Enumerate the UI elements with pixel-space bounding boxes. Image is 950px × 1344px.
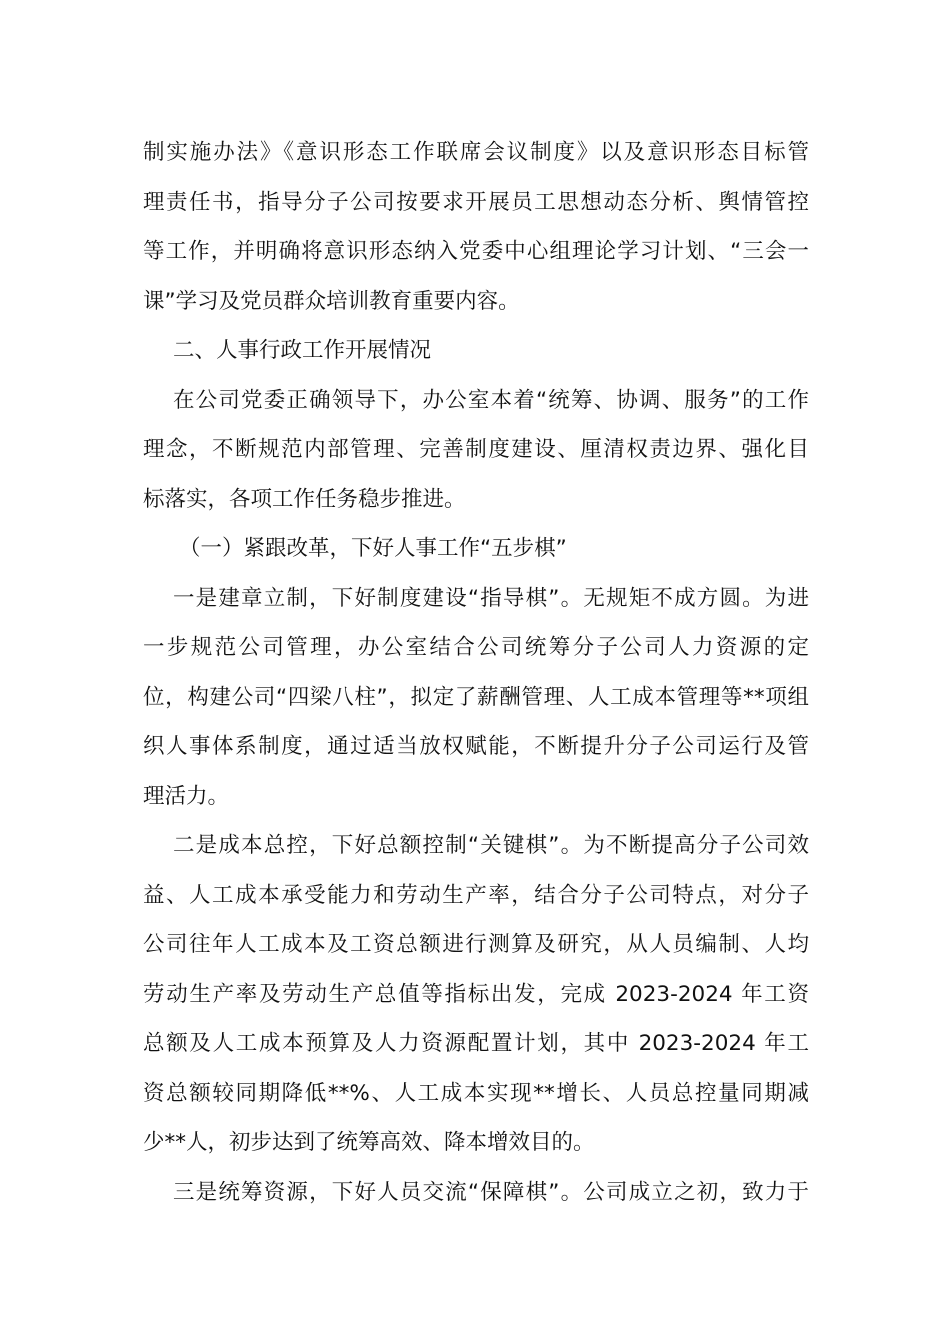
text-line-2: 理责任书，指导分子公司按要求开展员工思想动态分析、舆情管控 [143, 189, 809, 215]
text-line-11: 一步规范公司管理，办公室结合公司统筹分子公司人力资源的定 [143, 635, 809, 660]
text-line-1: 制实施办法》《意识形态工作联席会议制度》以及意识形态目标管 [143, 140, 809, 165]
text-line-7: 理念，不断规范内部管理、完善制度建设、厘清权责边界、强化目 [143, 437, 809, 462]
text-line-20: 资总额较同期降低**%、人工成本实现**增长、人员总控量同期减 [143, 1080, 809, 1106]
document-body [143, 128, 809, 1217]
text-line-19: 总额及人工成本预算及人力资源配置计划，其中 2023-2024 年工 [143, 1031, 809, 1056]
text-line-4: 课”学习及党员群众培训教育重要内容。 [143, 288, 520, 314]
text-line-12: 位，构建公司“四梁八柱”，拟定了薪酬管理、人工成本管理等**项组 [143, 684, 809, 710]
text-line-18: 劳动生产率及劳动生产总值等指标出发，完成 2023-2024 年工资 [143, 981, 809, 1007]
section-heading-2: 二、人事行政工作开展情况 [173, 338, 432, 363]
text-line-22: 三是统筹资源，下好人员交流“保障棋”。公司成立之初，致力于 [173, 1179, 809, 1205]
text-line-6: 在公司党委正确领导下，办公室本着“统筹、协调、服务”的工作 [173, 387, 809, 413]
text-line-3: 等工作，并明确将意识形态纳入党委中心组理论学习计划、“三会一 [143, 239, 809, 264]
text-line-13: 织人事体系制度，通过适当放权赋能，不断提升分子公司运行及管 [143, 734, 809, 759]
text-line-17: 公司往年人工成本及工资总额进行测算及研究，从人员编制、人均 [143, 932, 809, 957]
text-line-16: 益、人工成本承受能力和劳动生产率，结合分子公司特点，对分子 [143, 882, 809, 908]
text-line-21: 少**人，初步达到了统筹高效、降本增效目的。 [143, 1130, 595, 1155]
subsection-heading-1: （一）紧跟改革，下好人事工作“五步棋” [179, 536, 567, 561]
text-line-15: 二是成本总控，下好总额控制“关键棋”。为不断提高分子公司效 [173, 833, 809, 858]
text-line-14: 理活力。 [143, 783, 230, 809]
text-line-8: 标落实，各项工作任务稳步推进。 [143, 486, 466, 512]
text-line-10: 一是建章立制，下好制度建设“指导棋”。无规矩不成方圆。为进 [173, 585, 809, 611]
